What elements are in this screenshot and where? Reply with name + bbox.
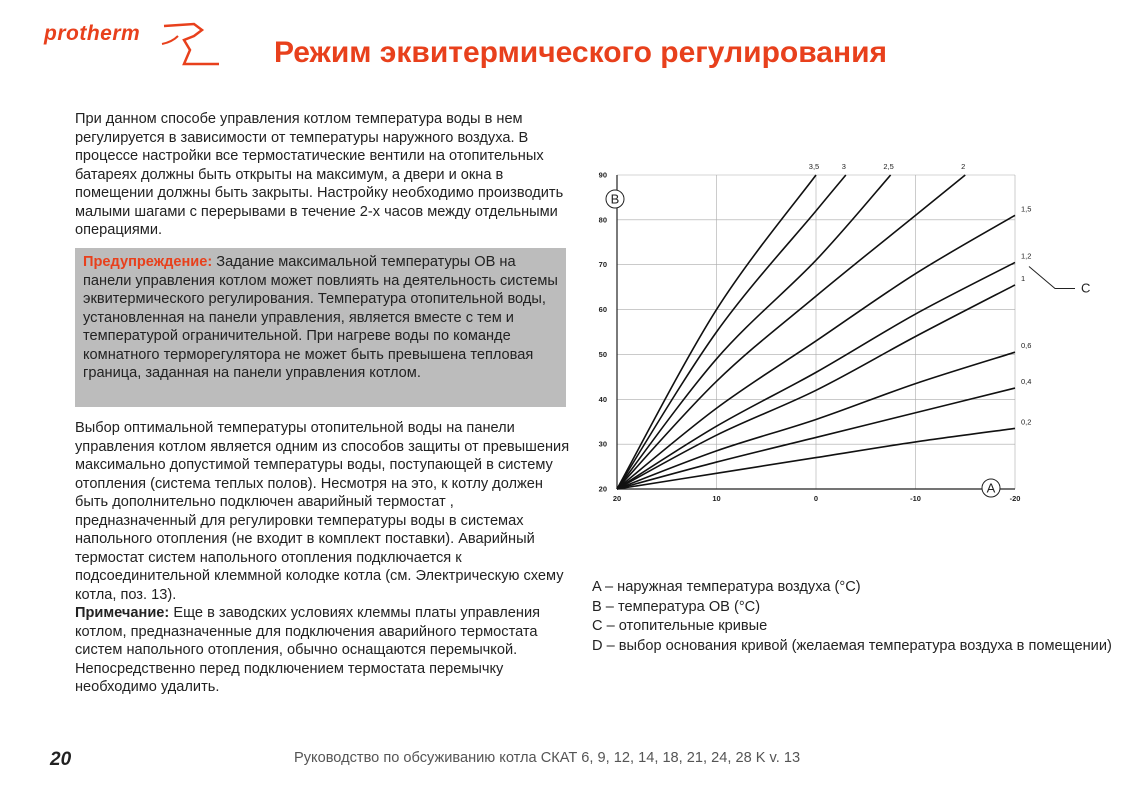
x-tick-label: 10 xyxy=(712,494,721,503)
curves-callout-line xyxy=(1029,266,1075,288)
heating-curve-2-5 xyxy=(617,175,891,489)
footer-text: Руководство по обсуживанию котла СКАТ 6, 9, 12, 14, 18, 21, 24, 28 K v. 13 xyxy=(294,750,801,766)
y-tick-label: 90 xyxy=(598,170,607,180)
warning-box xyxy=(75,248,566,407)
curve-label: 1,2 xyxy=(1021,251,1032,261)
y-tick-label: 70 xyxy=(598,260,607,270)
logo-text: protherm xyxy=(44,22,141,45)
legend-item-c: C – отопительные кривые xyxy=(592,618,768,635)
curve-label: 0,2 xyxy=(1021,417,1032,427)
note-text: Еще в заводских условиях клеммы платы управления котлом, предназначенные для подключения аварийного термостата систем напольного отопления, обычно оснащаются перемычкой. Непосредственно перед подключением термостата перемычку необходимо удалить. xyxy=(75,605,540,695)
curve-label: 3,5 xyxy=(808,162,820,171)
y-tick-label: 60 xyxy=(598,305,607,315)
curve-label: 0,4 xyxy=(1021,377,1032,387)
main-text: Выбор оптимальной температуры отопительной воды на панели управления котлом является одним из способов защиты от превышения максимально допустимой температуры воды, поступающей в систему отопления (система теплых полов). Несмотря на это, к котлу должен быть дополнительно подключен аварийный термостат , предназначенный для регулировки температуры воды в системах напольного отопления (не входит в комплект поставки). Аварийный термостат систем напольного отопления подключается к подсоединительной клеммной колодке котла (см. Электрическую схему котла, поз. 13). xyxy=(75,420,570,603)
chart-grid xyxy=(617,175,1015,489)
warning-body: Задание максимальной температуры ОВ на панели управления котлом может повлиять на деятельность системы эквитермического регулирования. Температура отопительной воды, установленная на панели управления, является вместе с тем и температурой ограничительной. При нагреве воды по команде комнатного терморегулятора не может быть превышена тепловая граница, заданная на панели управления котлом. xyxy=(83,254,558,381)
curve-label: 2,5 xyxy=(883,162,894,171)
curve-label: 0,6 xyxy=(1021,341,1032,351)
y-tick-label: 20 xyxy=(598,484,607,494)
intro-paragraph: При данном способе управления котлом температура воды в нем регулируется в зависимости от температуры наружного воздуха. В процессе настройки все термостатические вентили на отопительных батареях должны быть открыты на максимум, а двери и окна в помещении должны быть закрыты. Настройку необходимо производить малыми шагами с перерывами в течение 2-х часов между отдельными операциями. xyxy=(75,111,564,238)
chart-legend xyxy=(592,578,1112,656)
y-tick-label: 40 xyxy=(598,394,607,404)
legend-item-d: D – выбор основания кривой (желаемая температура воздуха в помещении) xyxy=(592,637,1112,654)
brand-logo xyxy=(44,20,219,68)
page-number: 20 xyxy=(50,749,72,770)
axis-a-letter: A xyxy=(986,480,996,496)
curve-label: 1 xyxy=(1021,273,1026,283)
note-label: Примечание: xyxy=(75,605,170,621)
axis-b-letter: B xyxy=(610,191,620,207)
curve-label: 2 xyxy=(961,162,966,171)
legend-item-b: B – температура ОВ (°C) xyxy=(592,598,761,615)
warning-label: Предупреждение: xyxy=(83,254,213,270)
heating-curves-chart xyxy=(585,155,1105,515)
legend-item-a: A – наружная температура воздуха (°C) xyxy=(592,579,861,595)
curves-letter: C xyxy=(1081,280,1091,296)
curve-label: 3 xyxy=(841,162,846,171)
y-tick-label: 50 xyxy=(598,349,607,359)
curve-label: 1,5 xyxy=(1021,204,1032,214)
x-tick-label: 0 xyxy=(813,494,819,503)
y-tick-label: 80 xyxy=(598,215,607,225)
main-paragraph xyxy=(75,419,570,697)
chart-labels xyxy=(599,162,1091,503)
x-tick-label: -20 xyxy=(1009,494,1021,503)
warning-text-block xyxy=(83,253,561,383)
x-tick-label: 20 xyxy=(612,494,622,503)
y-tick-label: 30 xyxy=(598,439,607,449)
logo-swoosh-icon xyxy=(44,20,219,68)
x-tick-label: -10 xyxy=(910,494,921,503)
page-title: Режим эквитермического регулирования xyxy=(274,36,888,69)
